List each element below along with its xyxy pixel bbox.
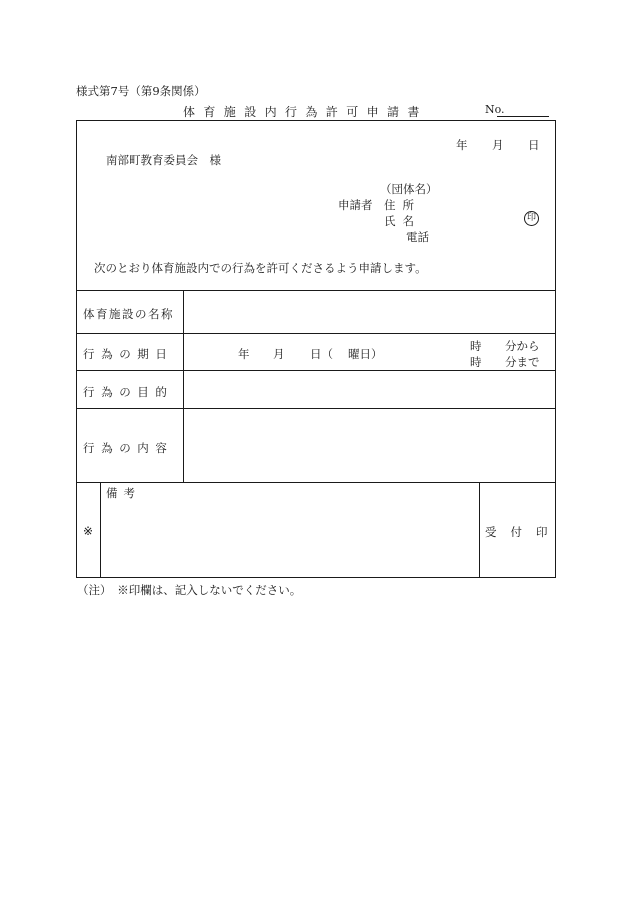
- name-label: 氏名: [384, 214, 421, 228]
- applicant-label: 申請者: [338, 198, 373, 212]
- row-divider: [76, 290, 556, 291]
- number-label: No.: [485, 103, 505, 116]
- form-title: 体育施設内行為許可申請書: [183, 105, 428, 119]
- row-divider: [76, 408, 556, 409]
- row-divider: [76, 370, 556, 371]
- date-day-label: 日: [528, 138, 540, 152]
- number-field-line[interactable]: [497, 116, 549, 117]
- address-label: 住所: [384, 198, 421, 212]
- facility-name-label: 体育施設の名称: [83, 307, 174, 321]
- start-hour-label: 時: [470, 339, 482, 353]
- period-weekday-label: 曜日）: [348, 347, 383, 361]
- end-minute-label: 分まで: [505, 355, 540, 369]
- seal-icon: 印: [524, 211, 539, 226]
- row-divider: [76, 333, 556, 334]
- date-month-label: 月: [492, 138, 504, 152]
- office-column-divider: [100, 482, 101, 578]
- group-name-label: （団体名）: [380, 182, 438, 196]
- purpose-label: 行為の目的: [83, 385, 174, 399]
- row-divider: [76, 482, 556, 483]
- date-year-label: 年: [456, 138, 468, 152]
- seal-column-divider: [479, 482, 480, 578]
- label-column-divider: [183, 290, 184, 482]
- addressee: 南部町教育委員会 様: [106, 153, 221, 167]
- office-use-mark: ※: [83, 524, 94, 538]
- start-minute-label: 分から: [505, 339, 540, 353]
- reception-seal-label: 受付印: [485, 525, 562, 539]
- footnote: （注） ※印欄は、記入しないでください。: [77, 583, 302, 597]
- form-number-label: 様式第7号（第9条関係）: [76, 84, 206, 98]
- request-statement: 次のとおり体育施設内での行為を許可くださるよう申請します。: [94, 261, 427, 275]
- period-day-label: 日（: [310, 347, 333, 361]
- end-hour-label: 時: [470, 355, 482, 369]
- period-label: 行為の期日: [83, 347, 174, 361]
- period-year-label: 年: [238, 347, 250, 361]
- content-label: 行為の内容: [83, 441, 174, 455]
- period-month-label: 月: [273, 347, 285, 361]
- remarks-label: 備考: [106, 486, 141, 500]
- phone-label: 電話: [406, 230, 429, 244]
